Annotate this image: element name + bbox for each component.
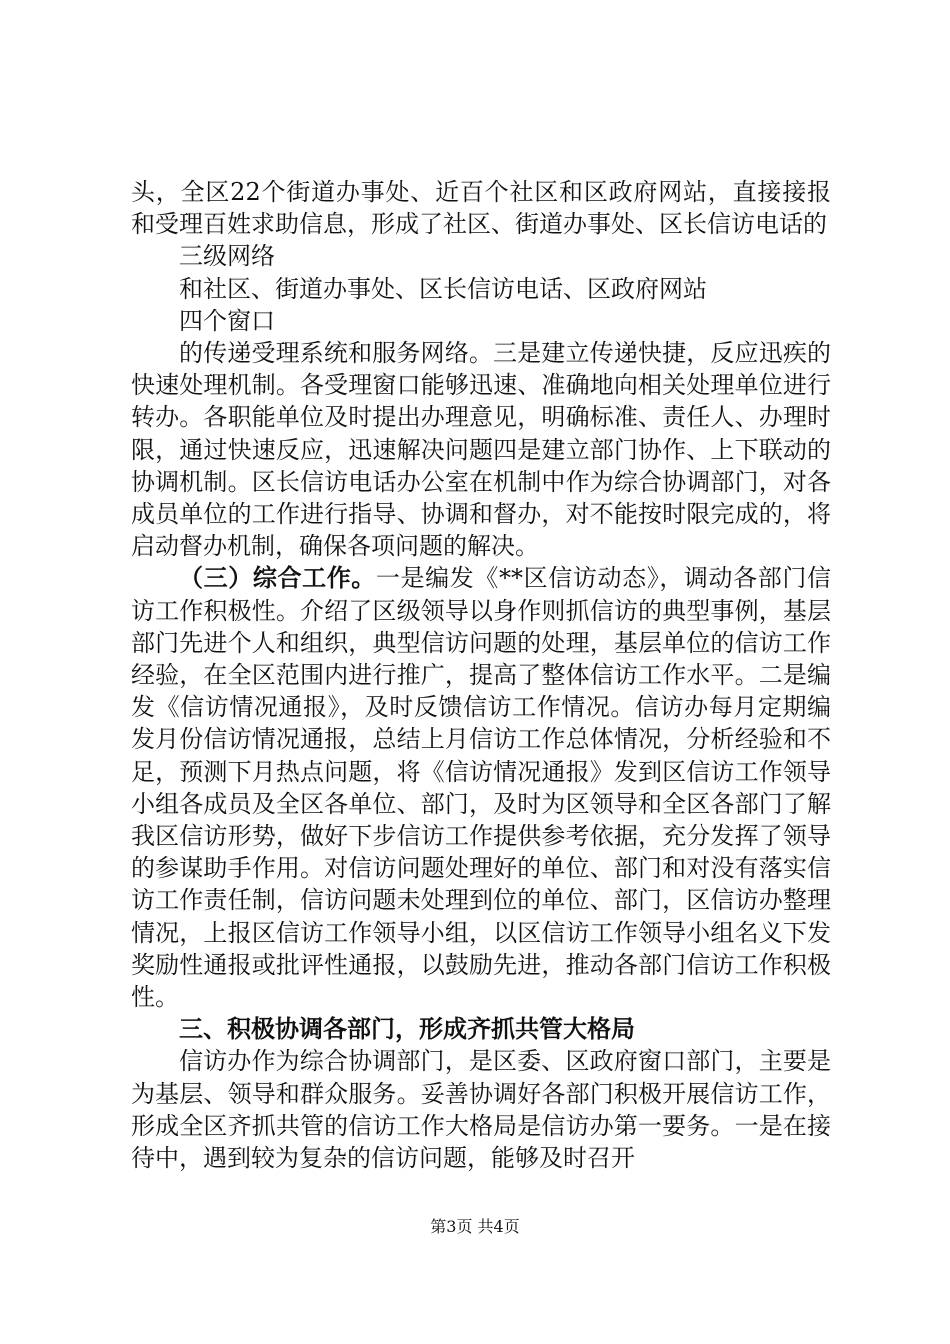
document-body — [131, 176, 831, 1174]
page-footer — [0, 1217, 950, 1237]
paragraph-continuation: 头，全区22个街道办事处、近百个社区和区政府网站，直接接报和受理百姓求助信息，形成了社区、街道办事处、区长信访电话的 — [131, 178, 831, 239]
paragraph-channels: 和社区、街道办事处、区长信访电话、区政府网站 — [179, 274, 707, 303]
paragraph-four-windows: 四个窗口 — [179, 306, 275, 335]
section-heading: 三、积极协调各部门，形成齐抓共管大格局 — [179, 1015, 635, 1044]
paragraph-comprehensive-work — [131, 562, 831, 1013]
page-number: 第3页 — [430, 1217, 473, 1236]
paragraph-coordination: 信访办作为综合协调部门，是区委、区政府窗口部门，主要是为基层、领导和群众服务。妥善协调好各部门积极开展信访工作，形成全区齐抓共管的信访工作大格局是信访办第一要务。一是在接待中，遇到较为复杂的信访问题，能够及时召开 — [131, 1047, 831, 1173]
paragraph-processing-mechanism: 的传递受理系统和服务网络。三是建立传递快捷，反应迅疾的快速处理机制。各受理窗口能够迅速、准确地向相关处理单位进行转办。各职能单位及时提出办理意见，明确标准、责任人、办理时限，通过快速反应，迅速解决问题四是建立部门协作、上下联动的协调机制。区长信访电话办公室在机制中作为综合协调部门，对各成员单位的工作进行指导、协调和督办，对不能按时限完成的，将启动督办机制，确保各项问题的解决。 — [131, 339, 831, 561]
section-body: 一是编发《**区信访动态》，调动各部门信访工作积极性。介绍了区级领导以身作则抓信访的典型事例，基层部门先进个人和组织，典型信访问题的处理，基层单位的信访工作经验，在全区范围内进行推广，提高了整体信访工作水平。二是编发《信访情况通报》，及时反馈信访工作情况。信访办每月定期编发月份信访情况通报，总结上月信访工作总体情况，分析经验和不足，预测下月热点问题，将《信访情况通报》发到区信访工作领导小组各成员及全区各单位、部门，及时为区领导和全区各部门了解我区信访形势，做好下步信访工作提供参考依据，充分发挥了领导的参谋助手作用。对信访问题处理好的单位、部门和对没有落实信访工作责任制，信访问题未处理到位的单位、部门，区信访办整理情况，上报区信访工作领导小组，以区信访工作领导小组名义下发奖励性通报或批评性通报，以鼓励先进，推动各部门信访工作积极性。 — [131, 564, 832, 1012]
section-lead: （三）综合工作。 — [179, 564, 376, 593]
page-total: 共4页 — [477, 1217, 520, 1236]
paragraph-three-level-network: 三级网络 — [179, 242, 275, 271]
